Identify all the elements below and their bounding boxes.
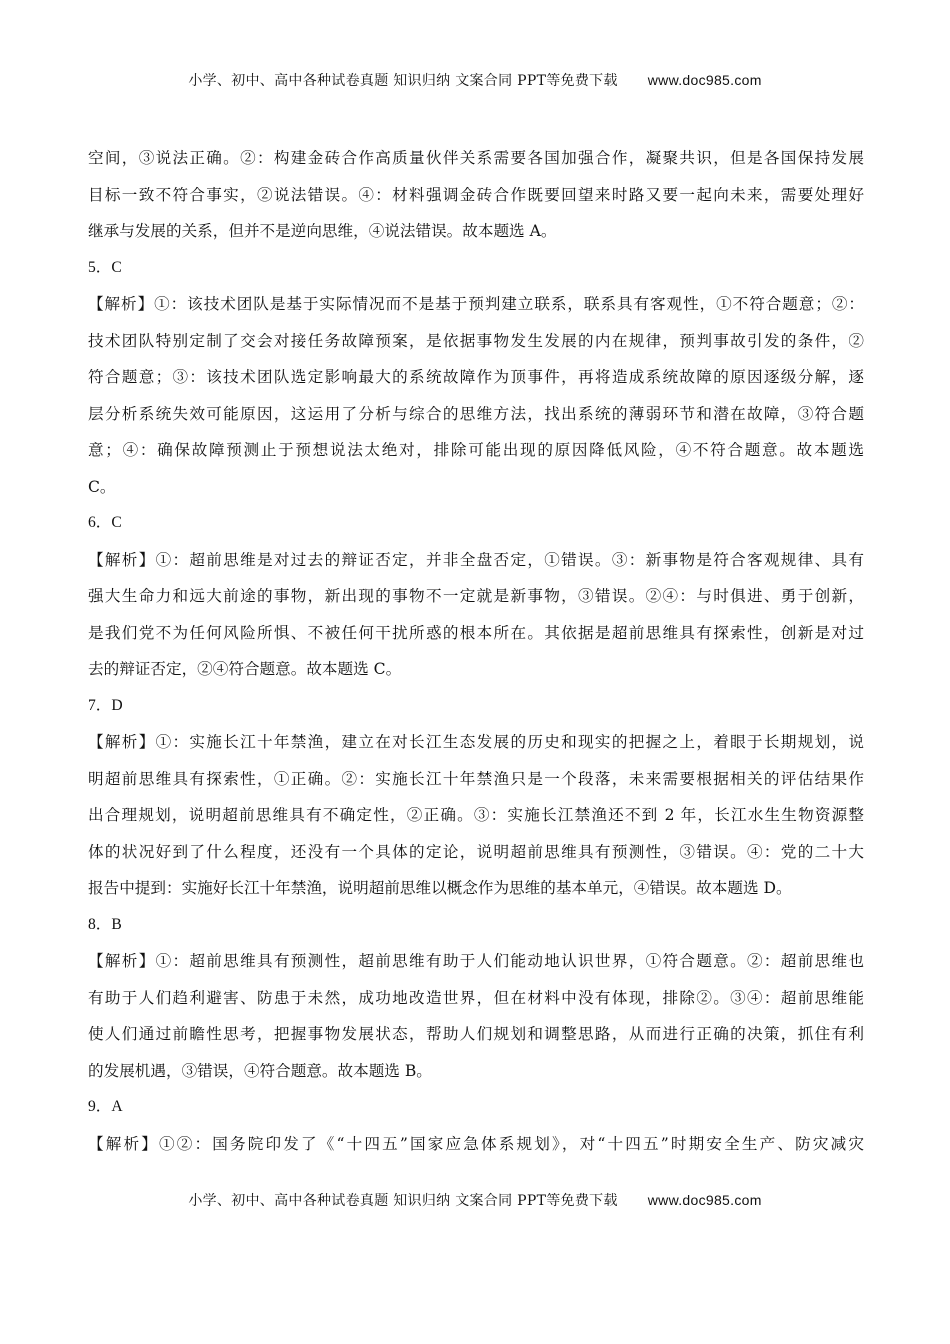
body-line: 出合理规划，说明超前思维具有不确定性，②正确。③：实施长江禁渔还不到 2 年，长江水生生物资源整 (88, 806, 864, 824)
page-header (0, 70, 950, 90)
body-line: 去的辩证否定，②④符合题意。故本题选 C。 (88, 660, 402, 678)
header-text: 小学、初中、高中各种试卷真题 知识归纳 文案合同 PPT等免费下载 (188, 73, 618, 89)
body-line: 明超前思维具有探索性，①正确。②：实施长江十年禁渔只是一个段落，未来需要根据相关的评估结果作 (88, 769, 864, 788)
body-line: 技术团队特别定制了交会对接任务故障预案，是依据事物发生发展的内在规律，预判事故引发的条件，② (88, 331, 864, 350)
body-line: 继承与发展的关系，但并不是逆向思维，④说法错误。故本题选 A。 (88, 222, 557, 240)
page-footer (0, 1190, 950, 1210)
header-url-link[interactable]: www.doc985.com (647, 72, 762, 88)
body-line: 目标一致不符合事实，②说法错误。④：材料强调金砖合作既要回望来时路又要一起向未来，需要处理好 (88, 185, 864, 204)
body-line: 【解析】①②：国务院印发了《“十四五”国家应急体系规划》，对“十四五”时期安全生产、防灾减灾 (88, 1134, 864, 1153)
document-body (88, 140, 864, 1162)
footer-text: 小学、初中、高中各种试卷真题 知识归纳 文案合同 PPT等免费下载 (188, 1193, 618, 1209)
body-line: C。 (88, 477, 116, 496)
body-line: 符合题意；③：该技术团队选定影响最大的系统故障作为顶事件，再将造成系统故障的原因逐级分解，逐 (88, 368, 864, 386)
answer-heading: 5．C (88, 258, 122, 276)
footer-url-link[interactable]: www.doc985.com (647, 1192, 762, 1208)
body-line: 空间，③说法正确。②：构建金砖合作高质量伙伴关系需要各国加强合作，凝聚共识，但是各国保持发展 (88, 149, 864, 167)
body-line: 层分析系统失效可能原因，这运用了分析与综合的思维方法，找出系统的薄弱环节和潜在故障，③符合题 (88, 404, 864, 423)
body-line: 【解析】①：该技术团队是基于实际情况而不是基于预判建立联系，联系具有客观性，①不符合题意；②： (88, 295, 864, 313)
body-line: 意；④：确保故障预测止于预想说法太绝对，排除可能出现的原因降低风险，④不符合题意。故本题选 (88, 441, 864, 459)
body-line: 报告中提到：实施好长江十年禁渔，说明超前思维以概念作为思维的基本单元，④错误。故本题选 D。 (88, 879, 792, 897)
body-line: 体的状况好到了什么程度，还没有一个具体的定论，说明超前思维具有预测性，③错误。④：党的二十大 (88, 842, 864, 861)
body-line: 的发展机遇，③错误，④符合题意。故本题选 B。 (88, 1061, 432, 1080)
answer-heading: 9．A (88, 1098, 123, 1115)
body-line: 【解析】①：实施长江十年禁渔，建立在对长江生态发展的历史和现实的把握之上，着眼于长期规划，说 (88, 733, 864, 751)
answer-heading: 7．D (88, 696, 123, 714)
answer-heading: 8．B (88, 915, 122, 933)
answer-heading: 6．C (88, 514, 122, 531)
body-line: 有助于人们趋利避害、防患于未然，成功地改造世界，但在材料中没有体现，排除②。③④：超前思维能 (88, 988, 864, 1007)
body-line: 强大生命力和远大前途的事物，新出现的事物不一定就是新事物，③错误。②④：与时俱进、勇于创新， (88, 587, 864, 605)
body-line: 【解析】①：超前思维是对过去的辩证否定，并非全盘否定，①错误。③：新事物是符合客观规律、具有 (88, 550, 864, 569)
body-line: 【解析】①：超前思维具有预测性，超前思维有助于人们能动地认识世界，①符合题意。②：超前思维也 (88, 952, 864, 970)
body-line: 是我们党不为任何风险所惧、不被任何干扰所惑的根本所在。其依据是超前思维具有探索性，创新是对过 (88, 623, 864, 642)
body-line: 使人们通过前瞻性思考，把握事物发展状态，帮助人们规划和调整思路，从而进行正确的决策，抓住有利 (88, 1025, 864, 1043)
